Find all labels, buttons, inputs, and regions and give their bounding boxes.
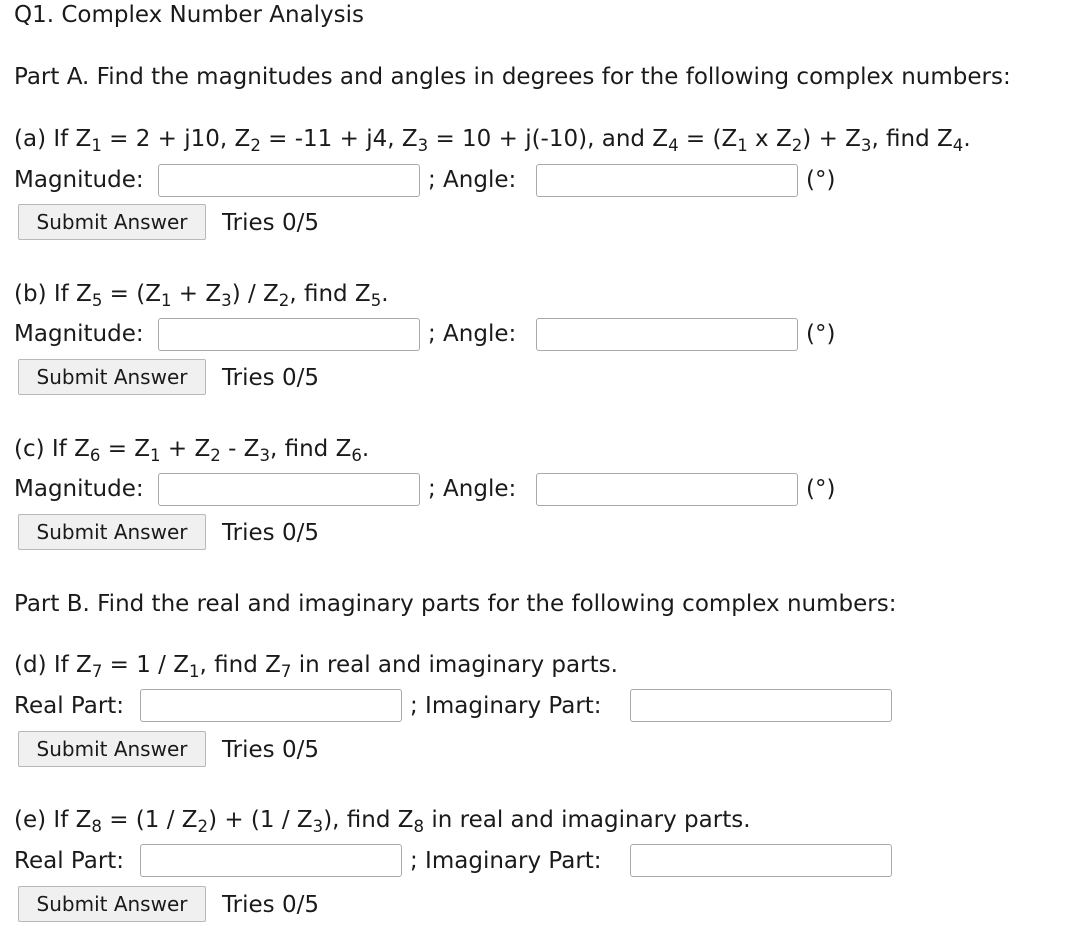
real-part-input-d[interactable] bbox=[140, 689, 402, 722]
question-c-text: (c) If $Z_6 = Z_1 + Z_2 - Z_3$, find $Z_6$. bbox=[14, 436, 370, 466]
tries-counter-e: Tries 0/5 bbox=[222, 892, 319, 918]
question-e-text: (e) If $Z_8 = (1 / Z_2) + (1 / Z_3)$, find $Z_8$ in real and imaginary parts. bbox=[14, 807, 751, 837]
angle-input-a[interactable] bbox=[536, 164, 798, 197]
submit-answer-button-a[interactable]: Submit Answer bbox=[18, 204, 206, 240]
real-part-label: Real Part: bbox=[14, 848, 125, 874]
imaginary-part-input-e[interactable] bbox=[630, 844, 892, 877]
part-b-heading: Part B. Find the real and imaginary parts for the following complex numbers: bbox=[14, 591, 897, 617]
question-d-text: (d) If $Z_7 = 1 / Z_1$, find $Z_7$ in real and imaginary parts. bbox=[14, 652, 618, 682]
imaginary-part-label: ; Imaginary Part: bbox=[410, 848, 602, 874]
question-title: Q1. Complex Number Analysis bbox=[14, 2, 365, 28]
submit-answer-button-b[interactable]: Submit Answer bbox=[18, 359, 206, 395]
tries-counter-c: Tries 0/5 bbox=[222, 520, 319, 546]
angle-label: ; Angle: bbox=[428, 476, 517, 502]
magnitude-label: Magnitude: bbox=[14, 321, 144, 347]
real-part-input-e[interactable] bbox=[140, 844, 402, 877]
magnitude-input-c[interactable] bbox=[158, 473, 420, 506]
question-a-text: (a) If $Z_1 = 2 + j10$, $Z_2 = -11 + j4$, $Z_3 = 10 + j(-10)$, and $Z_4 = (Z_1$ x $Z_2) + Z_3$, find $Z_4$. bbox=[14, 126, 971, 156]
tries-counter-b: Tries 0/5 bbox=[222, 365, 319, 391]
magnitude-input-a[interactable] bbox=[158, 164, 420, 197]
question-b-text: (b) If $Z_5 = (Z_1 + Z_3) / Z_2$, find $Z_5$. bbox=[14, 281, 389, 311]
magnitude-input-b[interactable] bbox=[158, 318, 420, 351]
tries-counter-d: Tries 0/5 bbox=[222, 737, 319, 763]
imaginary-part-input-d[interactable] bbox=[630, 689, 892, 722]
tries-counter-a: Tries 0/5 bbox=[222, 210, 319, 236]
submit-answer-button-e[interactable]: Submit Answer bbox=[18, 886, 206, 922]
degree-unit: (°) bbox=[806, 476, 836, 502]
angle-label: ; Angle: bbox=[428, 167, 517, 193]
submit-answer-button-c[interactable]: Submit Answer bbox=[18, 514, 206, 550]
angle-label: ; Angle: bbox=[428, 321, 517, 347]
magnitude-label: Magnitude: bbox=[14, 476, 144, 502]
angle-input-c[interactable] bbox=[536, 473, 798, 506]
imaginary-part-label: ; Imaginary Part: bbox=[410, 693, 602, 719]
degree-unit: (°) bbox=[806, 167, 836, 193]
magnitude-label: Magnitude: bbox=[14, 167, 144, 193]
part-a-heading: Part A. Find the magnitudes and angles in degrees for the following complex numbers: bbox=[14, 64, 1011, 90]
angle-input-b[interactable] bbox=[536, 318, 798, 351]
degree-unit: (°) bbox=[806, 321, 836, 347]
submit-answer-button-d[interactable]: Submit Answer bbox=[18, 731, 206, 767]
real-part-label: Real Part: bbox=[14, 693, 125, 719]
